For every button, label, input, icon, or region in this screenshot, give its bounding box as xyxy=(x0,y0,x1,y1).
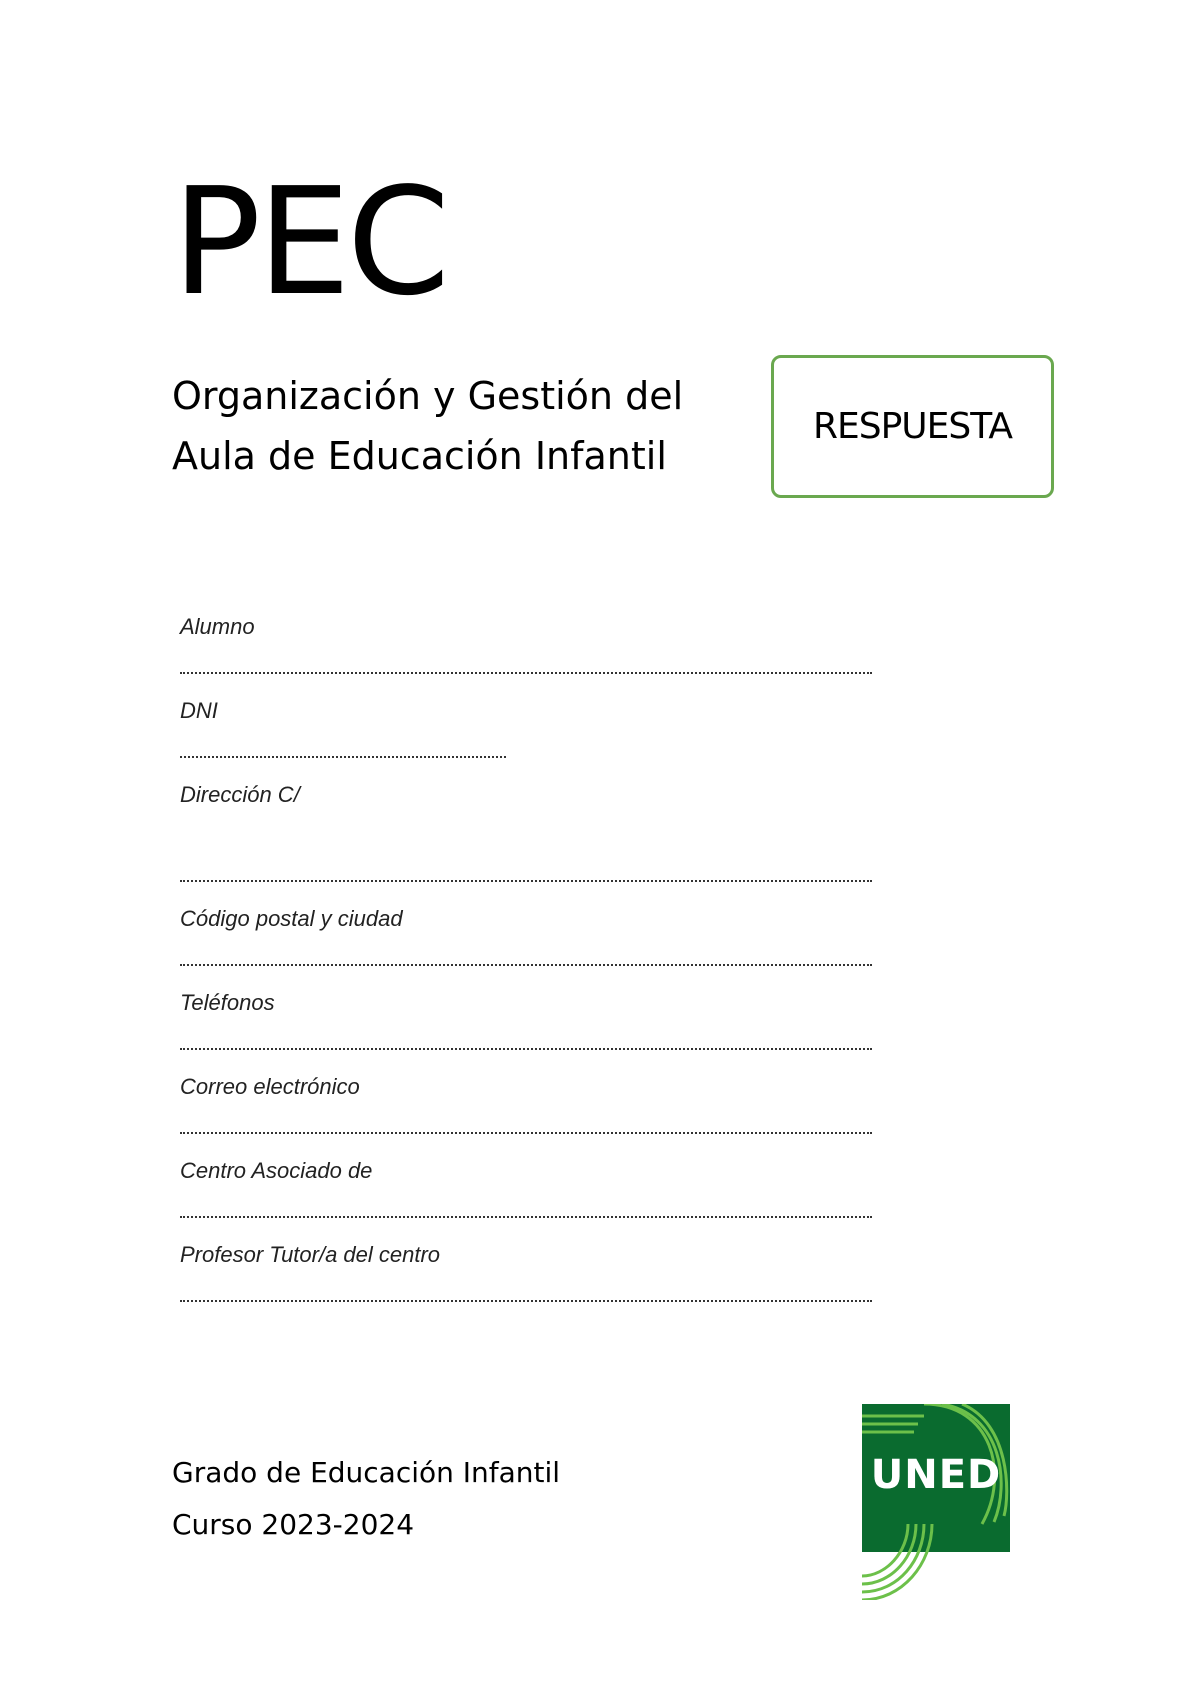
field-line-telefonos[interactable] xyxy=(180,1048,872,1050)
field-label-codigo-postal: Código postal y ciudad xyxy=(180,906,403,931)
field-label-dni: DNI xyxy=(180,698,218,723)
respuesta-badge: RESPUESTA xyxy=(771,355,1054,498)
degree-text: Grado de Educación Infantil xyxy=(172,1456,561,1489)
field-line-codigo-postal[interactable] xyxy=(180,964,872,966)
subject-line-1: Organización y Gestión del xyxy=(172,374,684,418)
field-label-tutor: Profesor Tutor/a del centro xyxy=(180,1242,441,1267)
field-label-alumno: Alumno xyxy=(180,614,255,639)
subject-title xyxy=(172,366,683,486)
field-line-tutor[interactable] xyxy=(180,1300,872,1302)
field-label-direccion: Dirección C/ xyxy=(180,782,300,807)
uned-logo xyxy=(862,1404,1010,1600)
field-line-direccion[interactable] xyxy=(180,880,872,882)
field-line-centro[interactable] xyxy=(180,1216,872,1218)
page-title: PEC xyxy=(172,156,447,328)
field-line-correo[interactable] xyxy=(180,1132,872,1134)
svg-text:UNED: UNED xyxy=(870,1452,1002,1498)
field-line-alumno[interactable] xyxy=(180,672,872,674)
subject-line-2: Aula de Educación Infantil xyxy=(172,434,667,478)
field-label-centro: Centro Asociado de xyxy=(180,1158,373,1183)
field-label-correo: Correo electrónico xyxy=(180,1074,360,1099)
field-line-dni[interactable] xyxy=(180,756,506,758)
course-text: Curso 2023-2024 xyxy=(172,1508,415,1541)
field-label-telefonos: Teléfonos xyxy=(180,990,275,1015)
